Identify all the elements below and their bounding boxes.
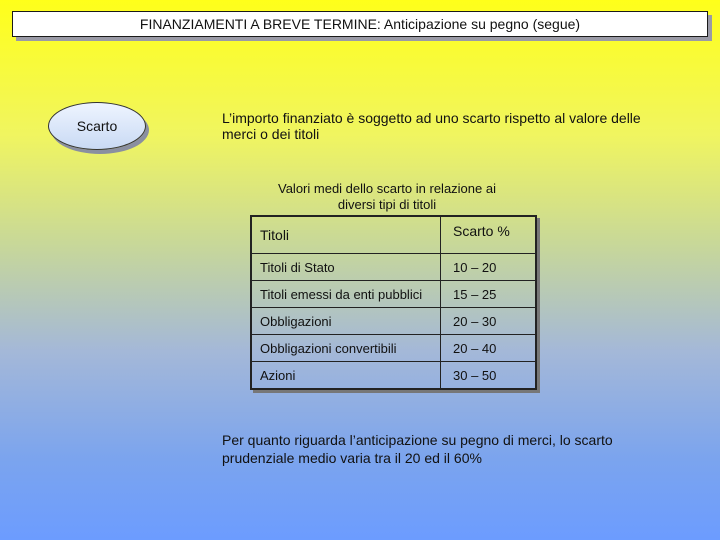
row-titolo: Azioni (252, 362, 441, 389)
row-scarto: 20 – 40 (441, 335, 536, 362)
header-titoli: Titoli (252, 217, 441, 254)
table-row (252, 308, 536, 335)
intro-text: L’importo finanziato è soggetto ad uno scarto rispetto al valore delle merci o dei titoli (222, 110, 641, 142)
row-scarto: 15 – 25 (441, 281, 536, 308)
table-row (252, 335, 536, 362)
scarto-oval-label: Scarto (48, 102, 146, 150)
table-header-row (252, 217, 536, 254)
row-scarto: 10 – 20 (441, 254, 536, 281)
table-row (252, 254, 536, 281)
scarto-table (250, 215, 537, 390)
header-scarto: Scarto % (441, 217, 536, 254)
table-row (252, 281, 536, 308)
row-scarto: 20 – 30 (441, 308, 536, 335)
row-titolo: Obbligazioni (252, 308, 441, 335)
row-titolo: Titoli emessi da enti pubblici (252, 281, 441, 308)
slide-title: FINANZIAMENTI A BREVE TERMINE: Anticipazione su pegno (segue) (12, 11, 708, 37)
footer-note: Per quanto riguarda l’anticipazione su pegno di merci, lo scarto prudenziale medio varia tra il 20 ed il 60% (222, 432, 613, 466)
row-scarto: 30 – 50 (441, 362, 536, 389)
row-titolo: Obbligazioni convertibili (252, 335, 441, 362)
table-caption: Valori medi dello scarto in relazione ai diversi tipi di titoli (278, 181, 496, 212)
table-row (252, 362, 536, 389)
row-titolo: Titoli di Stato (252, 254, 441, 281)
